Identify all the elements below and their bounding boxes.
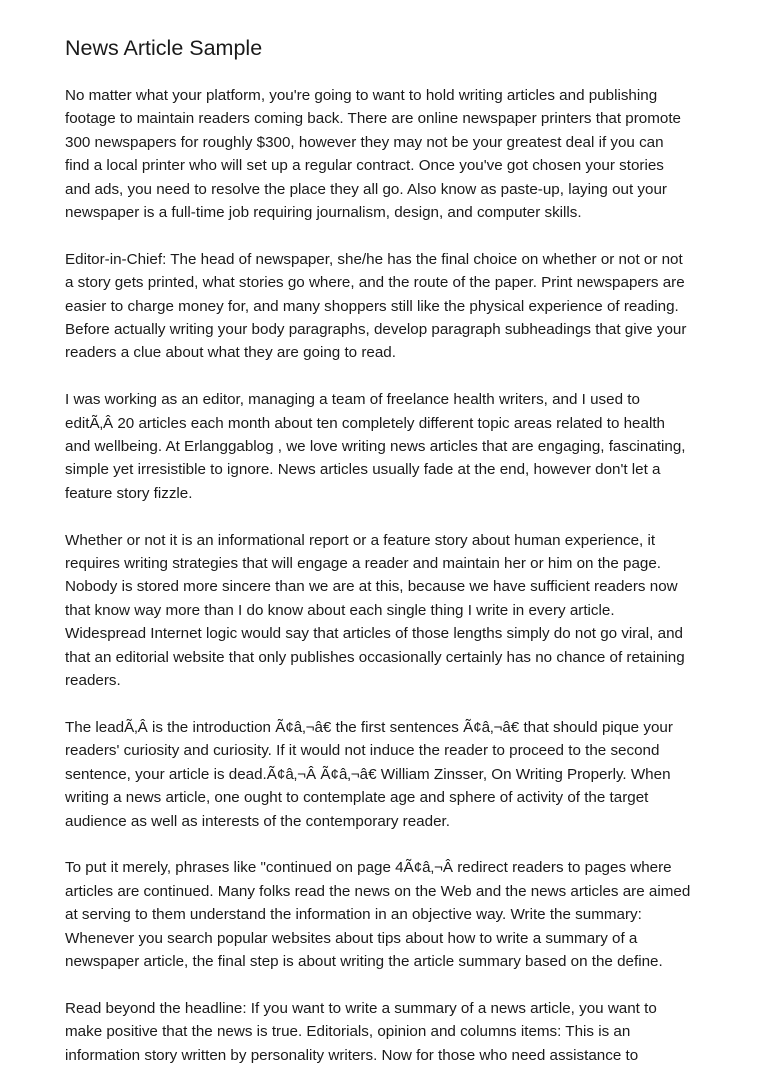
- text-line: information story written by personality writers. Now for those who need assistance to: [65, 1046, 639, 1064]
- text-line: newspaper is a full-time job requiring journalism, design, and computer skills.: [65, 204, 582, 222]
- text-line: easier to charge money for, and many shoppers still like the physical experience of reading.: [65, 297, 679, 315]
- text-line: readers' curiosity and curiosity. If it would not induce the reader to proceed to the second: [65, 742, 660, 760]
- text-line: Whenever you search popular websites about tips about how to write a summary of a: [65, 929, 638, 947]
- paragraph-4: [65, 529, 715, 693]
- paragraph-2: [65, 248, 715, 365]
- text-line: readers a clue about what they are going to read.: [65, 344, 396, 362]
- text-line: and ads, you need to resolve the place they all go. Also know as paste-up, laying out your: [65, 180, 667, 198]
- paragraph-3: [65, 388, 715, 505]
- text-line: and wellbeing. At Erlanggablog , we love writing news articles that are engaging, fascinating,: [65, 438, 686, 456]
- paragraph-1: [65, 84, 715, 224]
- text-line: I was working as an editor, managing a team of freelance health writers, and I used to: [65, 391, 640, 409]
- text-line: newspaper article, the final step is about writing the article summary based on the define.: [65, 952, 663, 970]
- text-line: that know way more than I do know about each single thing I write in every article.: [65, 601, 615, 619]
- text-line: sentence, your article is dead.Ã¢â‚¬Â Ã¢â‚¬â€ William Zinsser, On Writing Properly. When: [65, 765, 671, 783]
- paragraph-7: [65, 997, 715, 1067]
- document-page: [65, 34, 715, 1090]
- text-line: a story gets printed, what stories go where, and the route of the paper. Print newspapers are: [65, 274, 685, 292]
- paragraph-5: [65, 716, 715, 833]
- text-line: Nobody is stored more sincere than we are at this, because we have sufficient readers now: [65, 578, 678, 596]
- text-line: at serving to them understand the information in an objective way. Write the summary:: [65, 906, 642, 924]
- text-line: No matter what your platform, you're going to want to hold writing articles and publishing: [65, 87, 658, 104]
- text-line: 300 newspapers for roughly $300, however they may not be your greatest deal if you can: [65, 133, 664, 151]
- text-line: Widespread Internet logic would say that articles of those lengths simply do not go viral, and: [65, 625, 683, 643]
- text-line: requires writing strategies that will engage a reader and maintain her or him on the page.: [65, 555, 662, 573]
- text-line: Whether or not it is an informational report or a feature story about human experience, it: [65, 531, 656, 549]
- text-line: The leadÃ‚Â is the introduction Ã¢â‚¬â€ the first sentences Ã¢â‚¬â€ that should pique your: [65, 718, 673, 736]
- text-line: feature story fizzle.: [65, 484, 193, 502]
- text-line: editÃ‚Â 20 articles each month about ten completely different topic areas related to health: [65, 414, 665, 432]
- text-line: writing a news article, one ought to contemplate age and sphere of activity of the target: [65, 789, 649, 807]
- text-line: find a local printer who will set up a regular contract. Once you've got chosen your stories: [65, 157, 664, 175]
- text-line: footage to maintain readers coming back. There are online newspaper printers that promote: [65, 110, 682, 128]
- text-line: Read beyond the headline: If you want to write a summary of a news article, you want to: [65, 999, 657, 1017]
- text-line: audience as well as interests of the contemporary reader.: [65, 812, 450, 830]
- text-line: Before actually writing your body paragraphs, develop paragraph subheadings that give your: [65, 321, 687, 339]
- text-line: To put it merely, phrases like "continued on page 4Ã¢â‚¬Â redirect readers to pages where: [65, 859, 672, 877]
- text-line: simple yet irresistible to ignore. News articles usually fade at the end, however don't let a: [65, 461, 661, 479]
- text-line: articles are continued. Many folks read the news on the Web and the news articles are aimed: [65, 882, 691, 900]
- text-line: that an editorial website that only publishes occasionally certainly has no chance of retaining: [65, 648, 685, 666]
- paragraph-6: [65, 856, 715, 973]
- text-line: make positive that the news is true. Editorials, opinion and columns items: This is an: [65, 1023, 631, 1041]
- text-line: readers.: [65, 672, 121, 690]
- page-title: News Article Sample: [65, 36, 263, 60]
- text-line: Editor-in-Chief: The head of newspaper, she/he has the final choice on whether or not or not: [65, 250, 683, 268]
